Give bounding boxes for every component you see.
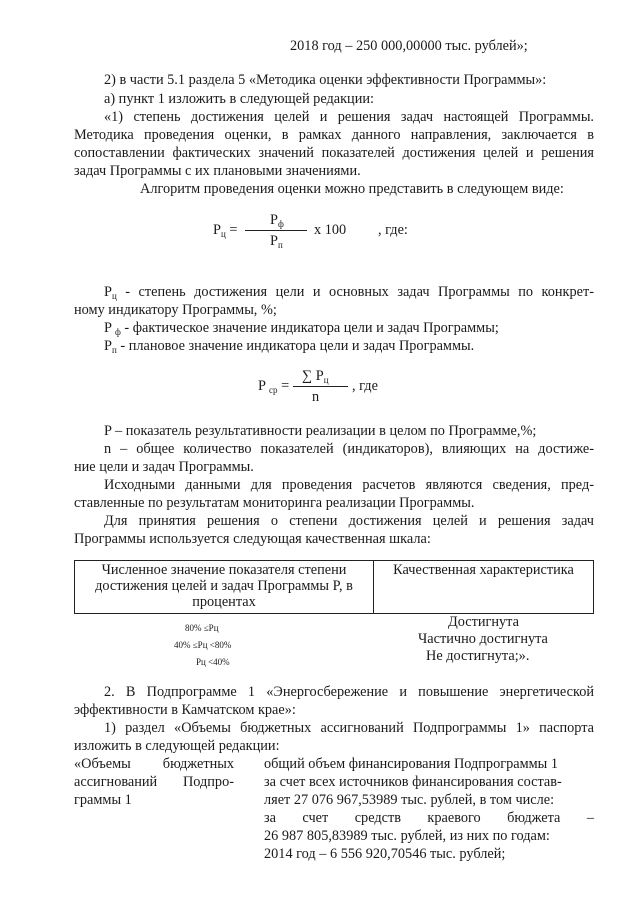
formula2-num-sub: ц — [323, 375, 329, 385]
formula2-lhs-sub: ср — [269, 385, 278, 395]
scale-condition: Pц <40% — [196, 657, 230, 667]
def1-line: $P_ц$ - степень достижения цели и основных задач Программы по конкрет- — [104, 284, 594, 301]
def1-line: ному индикатору Программы, %; — [74, 302, 277, 318]
passport-left-line: граммы 1 — [74, 792, 132, 808]
item-2: 2) в части 5.1 раздела 5 «Методика оценки эффективности Программы»: — [104, 72, 547, 88]
def3-line: $P_п$ - плановое значение индикатора цели и задач Программы. — [104, 338, 475, 355]
scale-label: Не достигнута;». — [426, 648, 530, 664]
passport-right-line: 26 987 805,83989 тыс. рублей, из них по годам: — [264, 828, 550, 844]
formula1-lhs-sub: ц — [220, 229, 226, 239]
section2-1-line: 1) раздел «Объемы бюджетных ассигнований Подпрограммы 1» паспорта — [104, 720, 594, 736]
def2-line: P $_ф$ - фактическое значение индикатора цели и задач Программы; — [104, 320, 499, 337]
para3-line: Для принятия решения о степени достижения целей и решения задач — [104, 513, 594, 529]
scale-condition: 40% ≤Pц <80% — [174, 640, 232, 650]
item-2a: а) пункт 1 изложить в следующей редакции: — [104, 91, 374, 107]
formula1-num: P — [270, 212, 278, 228]
def5-line: n – общее количество показателей (индикаторов), влияющих на достиже- — [104, 441, 594, 457]
formula1-num-sub: ф — [277, 219, 284, 229]
passport-right-line: ляет 27 076 967,53989 тыс. рублей, в том числе: — [264, 792, 555, 808]
def4-line: P – показатель результативности реализации в целом по Программе,%; — [104, 423, 537, 439]
formula2-den: n — [312, 389, 320, 405]
para2-line: ставленные по результатам мониторинга реализации Программы. — [74, 495, 475, 511]
scale-condition: 80% ≤Pц — [185, 623, 219, 633]
passport-left-line: ассигнований Подпро- — [74, 774, 234, 790]
header-line: 2018 год – 250 000,00000 тыс. рублей»; — [290, 38, 528, 54]
para2-line: Исходными данными для проведения расчетов являются сведения, пред- — [104, 477, 594, 493]
formula2-num: ∑ P — [302, 368, 324, 384]
passport-right-line: за счет средств краевого бюджета – — [264, 810, 594, 826]
fraction-bar — [245, 230, 307, 231]
formula1-mult: х 100 — [314, 222, 347, 238]
def5-line: ние цели и задач Программы. — [74, 459, 254, 475]
formula1-lhs: P — [213, 222, 221, 238]
formula1-where: , где: — [378, 222, 408, 238]
formula2-lhs: P — [258, 378, 266, 394]
formula1-den-sub: п — [277, 240, 283, 250]
scale-table — [74, 560, 594, 614]
para1-line: Методика проведения оценки, в рамках данного направления, заключается в — [74, 127, 594, 143]
scale-label: Достигнута — [448, 614, 519, 630]
formula2-where: , где — [352, 378, 378, 394]
algorithm-line: Алгоритм проведения оценки можно представить в следующем виде: — [140, 181, 564, 197]
para1-line: задач Программы с их плановыми значениями. — [74, 163, 361, 179]
para3-line: Программы используется следующая качественная шкала: — [74, 531, 431, 547]
passport-right-line: 2014 год – 6 556 920,70546 тыс. рублей; — [264, 846, 506, 862]
passport-right-line: за счет всех источников финансирования состав- — [264, 774, 562, 790]
section2-line: эффективности в Камчатском крае»: — [74, 702, 296, 718]
fraction-bar — [293, 386, 348, 387]
section2-1-line: изложить в следующей редакции: — [74, 738, 280, 754]
para1-line: «1) степень достижения целей и решения задач настоящей Программы. — [104, 109, 594, 125]
formula1-den: P — [270, 233, 278, 249]
passport-right-line: общий объем финансирования Подпрограммы 1 — [264, 756, 559, 772]
section2-line: 2. В Подпрограмме 1 «Энергосбережение и повышение энергетической — [104, 684, 594, 700]
table-col2-header: Качественная характеристика — [374, 561, 594, 614]
table-col1-header: Численное значение показателя степени достижения целей и задач Программы P, в процентах — [75, 561, 374, 614]
para1-line: сопоставлении фактических значений показателей достижения целей и решения — [74, 145, 594, 161]
scale-label: Частично достигнута — [418, 631, 548, 647]
passport-left-line: «Объемы бюджетных — [74, 756, 234, 772]
